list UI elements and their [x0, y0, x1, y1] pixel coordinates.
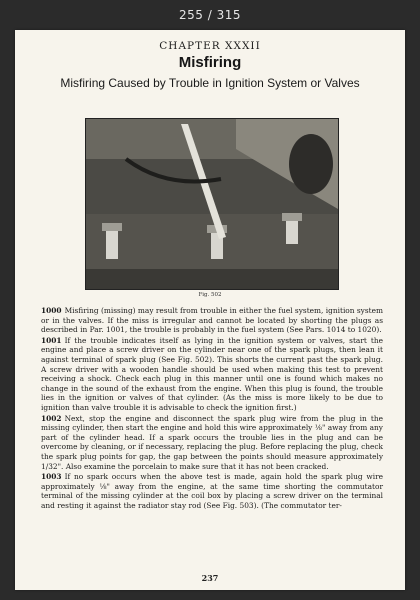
engine-photo-image — [86, 119, 338, 289]
figure-caption: Fig. 502 — [198, 292, 222, 298]
chapter-heading: CHAPTER XXXII — [159, 40, 261, 52]
paragraph-1000 — [41, 306, 383, 335]
page-counter: 255 / 315 — [179, 8, 241, 22]
document-page[interactable] — [15, 30, 405, 590]
paragraph-text: Misfiring (missing) may result from trouble in either the fuel system, ignition system or in the valves. If the miss is irregular and cannot be located by shorting the plugs as described in Par. 1001, the trouble is probably in the fuel system (See Pars. 1014 to 1020). — [41, 306, 383, 335]
paragraph-number: 1002 — [41, 413, 62, 423]
engine-photo — [85, 118, 339, 290]
paragraph-number: 1001 — [41, 335, 62, 345]
paragraph-number: 1000 — [41, 306, 62, 315]
page-title: Misfiring — [178, 54, 242, 71]
paragraph-text: If the trouble indicates itself as lying in the ignition system or valves, start the engine and place a screw driver on the cylinder near one of the spark plugs, then lean it against terminal of spark plug (See Fig. 502). This shorts the current past the spark plug. A screw driver with a wooden handle should be used when making this test to prevent receiving a shock. Check each plug in this manner until one is found which makes no change in the sound of the exhaust from the engine. When this plug is found, the trouble lies in the ignition or valves of that cylinder. (As the miss is more likely to be due to ignition than valve trouble it is advisable to check the ignition first.) — [41, 335, 383, 412]
body-text — [41, 306, 383, 511]
page-number: 237 — [201, 573, 219, 583]
paragraph-text: If no spark occurs when the above test is made, again hold the spark plug wire approximately ⅛" away from the engine, at the same time shorting the commutator terminal of the missing cylinder at the coil box by placing a screw driver on the terminal and resting it against the radiator stay rod (See Fig. 503). (The commutator ter- — [41, 472, 383, 510]
paragraph-number: 1003 — [41, 472, 62, 482]
page-subtitle: Misfiring Caused by Trouble in Ignition System or Valves — [60, 76, 360, 90]
paragraph-1003 — [41, 472, 383, 510]
paragraph-text: Next, stop the engine and disconnect the spark plug wire from the plug in the missing cylinder, then start the engine and hold this wire approximately ⅛" away from any part of the cylinder head. If a spark occurs the trouble lies in the plug and can be overcome by cleaning, or if necessary, replacing the plug. Before replacing the plug, check the spark plug points for gap, the gap between the points should measure approximately 1/32". Also examine the porcelain to make sure that it has not been cracked. — [41, 413, 383, 471]
viewer-toolbar — [0, 0, 420, 30]
paragraph-1001 — [41, 336, 383, 413]
paragraph-1002 — [41, 414, 383, 472]
